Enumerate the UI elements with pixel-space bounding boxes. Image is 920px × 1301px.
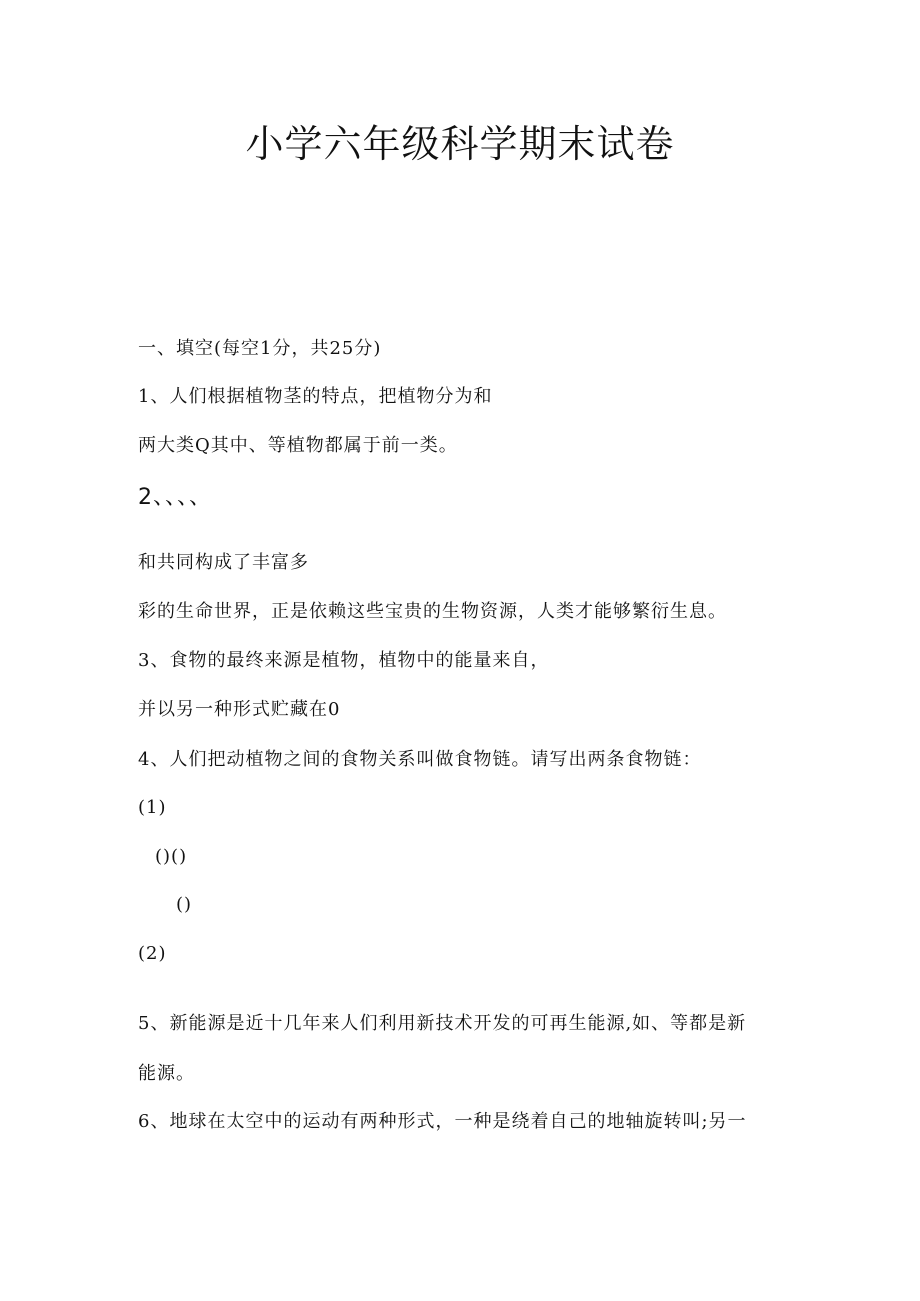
document-title: 小学六年级科学期末试卷 (245, 122, 675, 166)
question-4-item-1: (1) (138, 797, 167, 818)
question-6-line-1: 6、地球在太空中的运动有两种形式，一种是绕着自己的地轴旋转叫;另一 (138, 1111, 747, 1132)
section-heading-fill-in-blank: 一、填空(每空1分，共25分) (138, 338, 382, 359)
question-5-line-2: 能源。 (138, 1063, 195, 1084)
question-3-line-2: 并以另一种形式贮藏在0 (138, 699, 341, 720)
question-5-line-1: 5、新能源是近十几年来人们利用新技术开发的可再生能源,如、等都是新 (138, 1013, 747, 1034)
question-2-line-2: 和共同构成了丰富多 (138, 552, 309, 573)
question-4-blank-pair: ()() (155, 846, 188, 867)
question-2-line-1: 2、、、、 (138, 485, 212, 510)
question-2-line-3: 彩的生命世界，正是依赖这些宝贵的生物资源，人类才能够繁衍生息。 (138, 601, 727, 622)
question-4-item-2: (2) (138, 943, 167, 964)
question-3-line-1: 3、食物的最终来源是植物，植物中的能量来自， (138, 650, 550, 671)
question-1-line-2: 两大类Q其中、等植物都属于前一类。 (138, 435, 458, 456)
question-4-line-1: 4、人们把动植物之间的食物关系叫做食物链。请写出两条食物链： (138, 749, 702, 770)
question-4-blank-single: () (176, 894, 193, 915)
question-1-line-1: 1、人们根据植物茎的特点，把植物分为和 (138, 386, 493, 407)
